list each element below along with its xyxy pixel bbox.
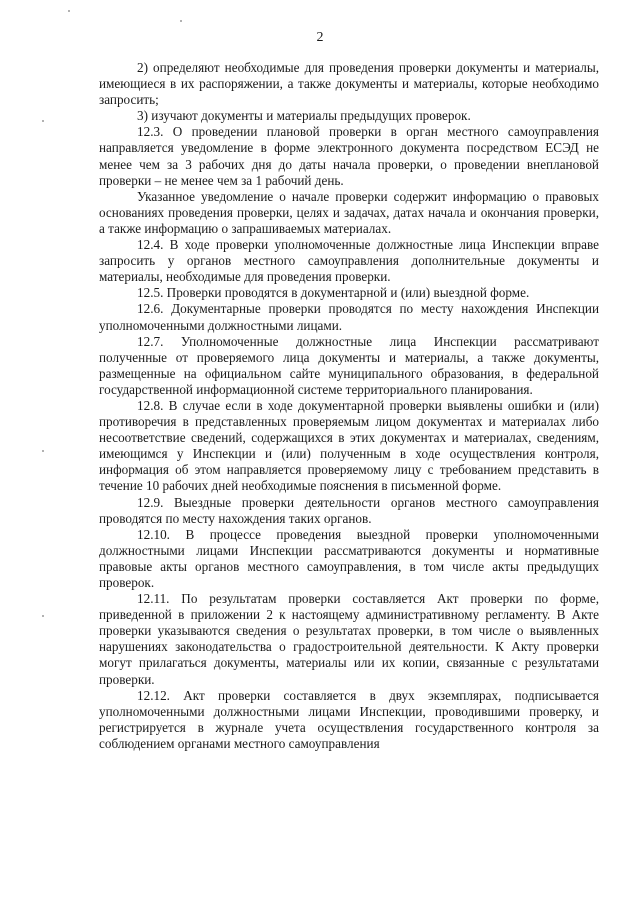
paragraph-12-4: 12.4. В ходе проверки уполномоченные должностные лица Инспекции вправе запросить у органов местного самоуправления дополнительные документы и материалы, необходимые для проведения проверки.	[99, 237, 599, 285]
scan-speck	[42, 120, 44, 122]
paragraph-12-12: 12.12. Акт проверки составляется в двух экземплярах, подписывается уполномоченными должностными лицами Инспекции, проводившими проверку, и регистрируется в журнале учета осуществления государственного контроля за соблюдением органами местного самоуправления	[99, 687, 599, 751]
paragraph-item-3: 3) изучают документы и материалы предыдущих проверок.	[137, 108, 471, 124]
paragraph-12-9: 12.9. Выездные проверки деятельности органов местного самоуправления проводятся по месту нахождения таких органов.	[99, 494, 599, 526]
paragraph-12-10: 12.10. В процессе проведения выездной проверки уполномоченными должностными лицами Инспекции рассматриваются документы и нормативные правовые акты органов местного самоуправления, в том числе акты предыдущих проверок.	[99, 526, 599, 590]
scan-speck	[42, 450, 44, 452]
paragraph-12-7: 12.7. Уполномоченные должностные лица Инспекции рассматривают полученные от проверяемого лица документы и материалы, а также документы, размещенные на официальном сайте муниципального образования, в федеральной государственной информационной системе территориального планирования.	[99, 333, 599, 397]
paragraph-12-8: 12.8. В случае если в ходе документарной проверки выявлены ошибки и (или) противоречия в представленных проверяемым лицом документах и материалах либо несоответствие сведений, содержащихся в этих документах и материалах, сведениям, имеющимся у Инспекции и (или) полученным в ходе осуществления контроля, информация об этом направляется проверяемому лицу с требованием представить в течение 10 рабочих дней необходимые пояснения в письменной форме.	[99, 397, 599, 494]
paragraph-12-11: 12.11. По результатам проверки составляется Акт проверки по форме, приведенной в приложении 2 к настоящему административному регламенту. В Акте проверки указываются сведения о результатах проверки, в том числе о выявленных нарушениях законодательства о градостроительной деятельности. К Акту проверки могут прилагаться документы, материалы или их копии, связанные с результатами проверки.	[99, 591, 599, 687]
scan-speck	[42, 615, 44, 617]
paragraph-12-3: 12.3. О проведении плановой проверки в орган местного самоуправления направляется уведомление в форме электронного документа посредством ЕСЭД не менее чем за 3 рабочих дня до даты начала проверки, о проведении внеплановой проверки – не менее чем за 1 рабочий день.	[99, 124, 599, 188]
paragraph-item-2: 2) определяют необходимые для проведения проверки документы и материалы, имеющиеся в их распоряжении, а также документы и материалы, которые необходимо запросить;	[99, 60, 599, 108]
paragraph-12-5: 12.5. Проверки проводятся в документарной и (или) выездной форме.	[137, 285, 530, 301]
paragraph-12-6: 12.6. Документарные проверки проводятся по месту нахождения Инспекции уполномоченными должностными лицами.	[99, 301, 599, 333]
scan-speck	[180, 20, 182, 22]
scan-speck	[68, 10, 70, 12]
paragraph-notification: Указанное уведомление о начале проверки содержит информацию о правовых основаниях проведения проверки, целях и задачах, датах начала и окончания проверки, а также информацию о запрашиваемых материалах.	[99, 188, 599, 236]
page-number: 2	[316, 30, 324, 45]
document-body	[99, 60, 599, 752]
